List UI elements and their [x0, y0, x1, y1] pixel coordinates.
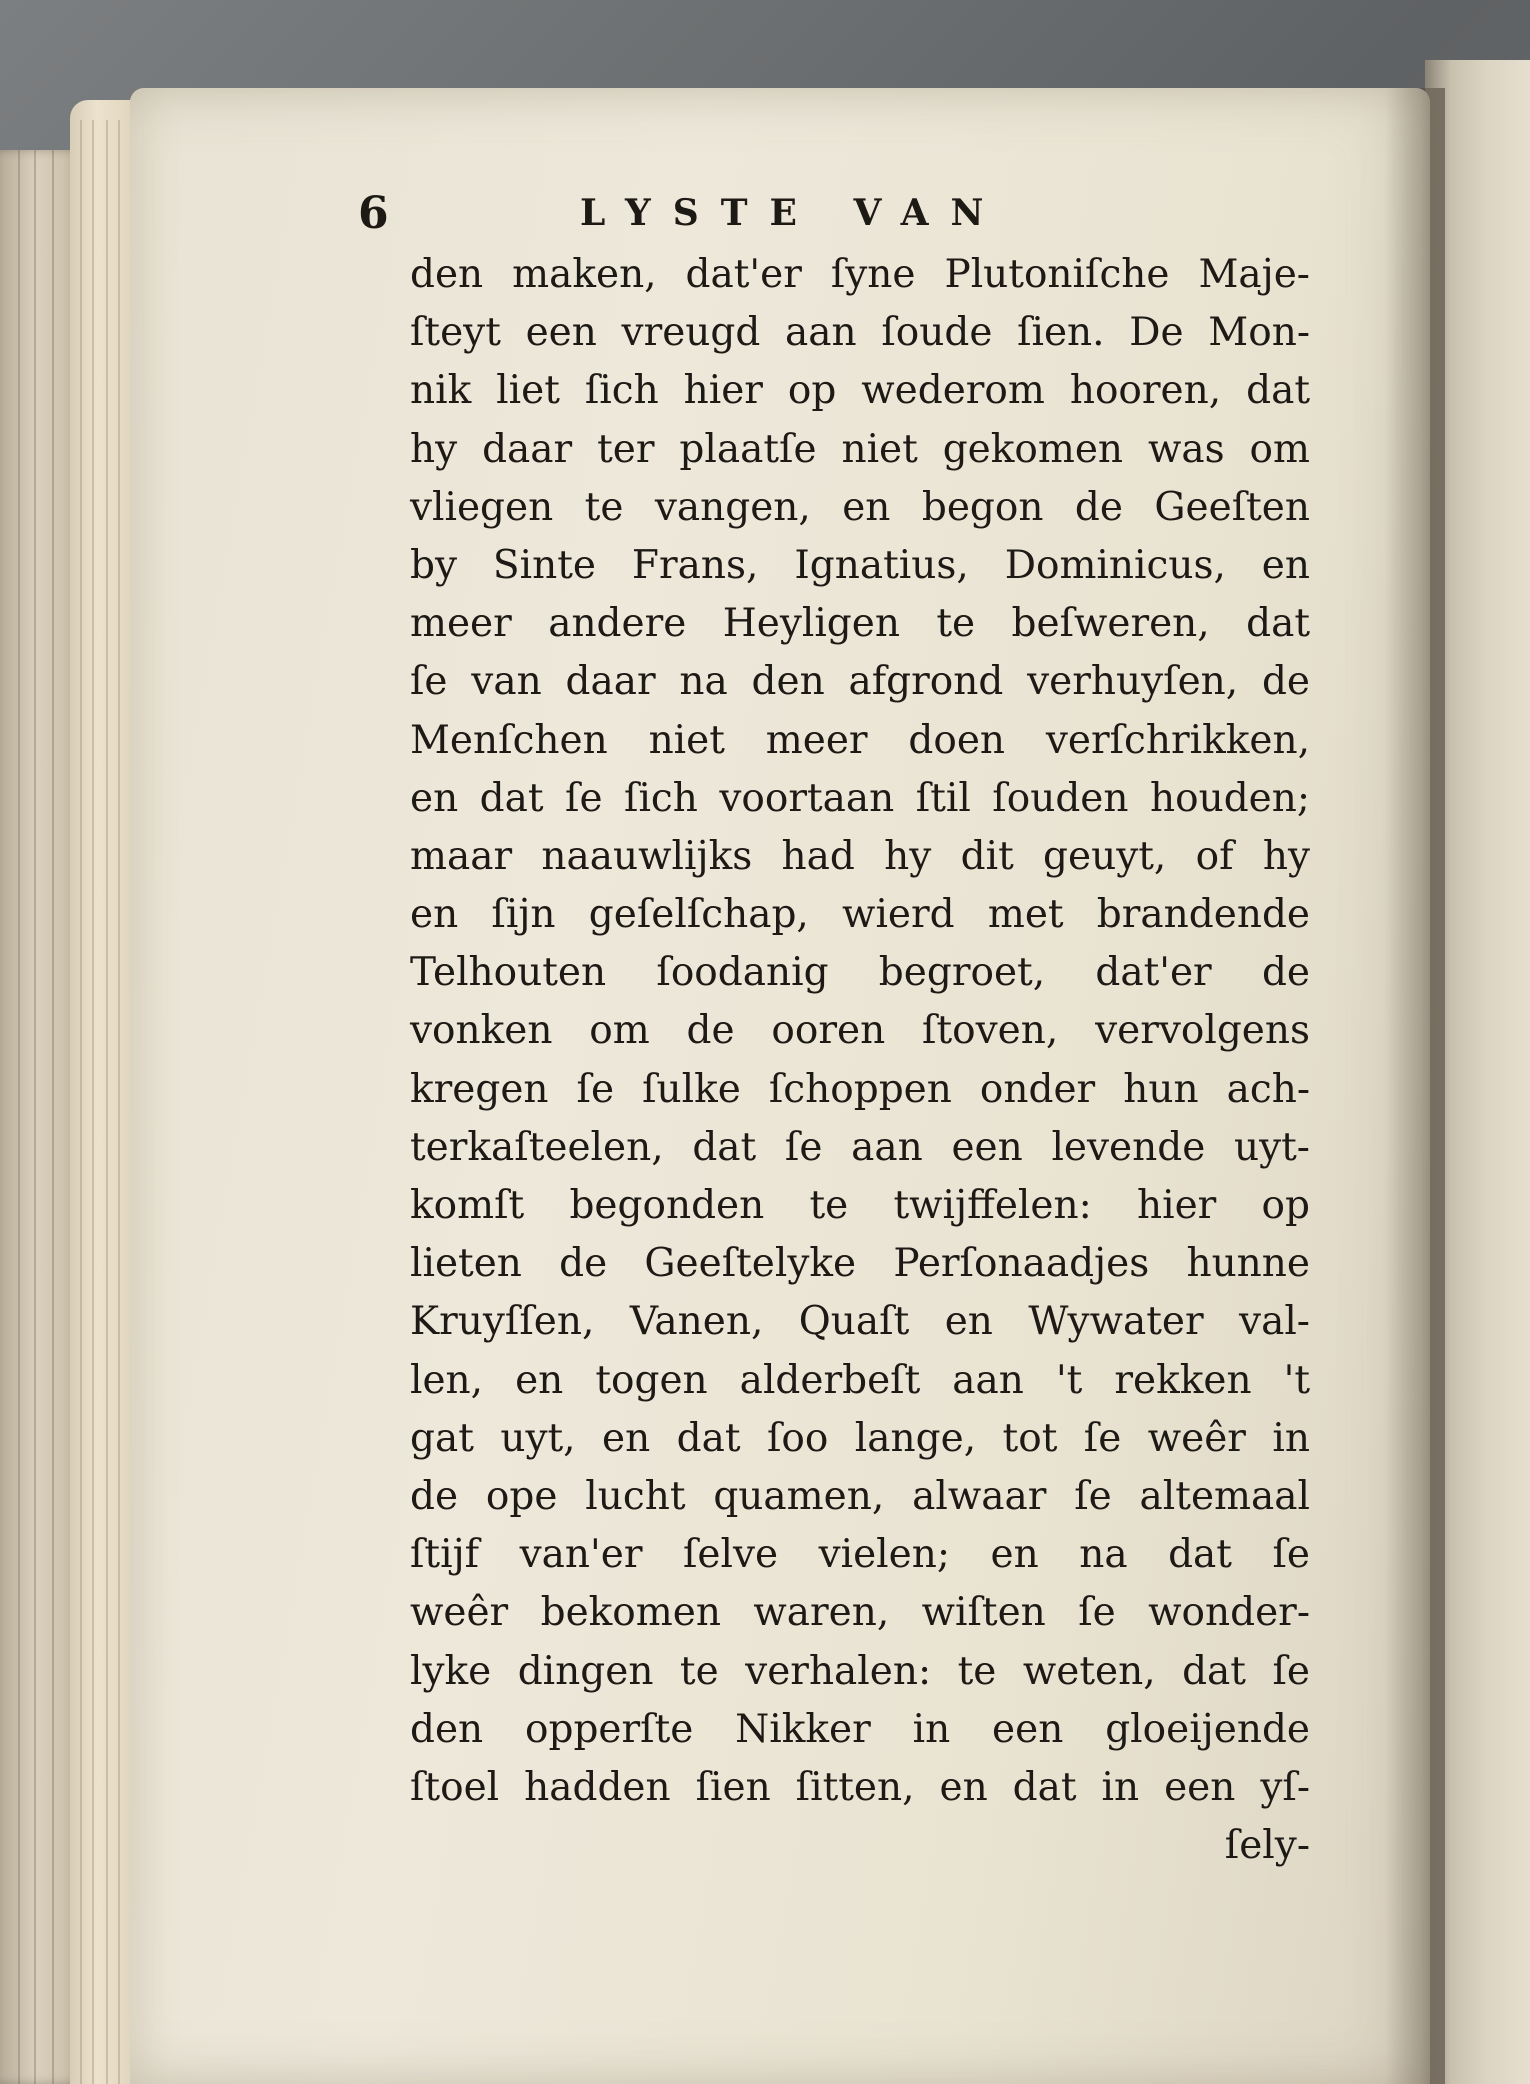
text-line: ſteyt een vreugd aan ſoude ſien. De Mon-: [410, 310, 1310, 356]
text-line: maar naauwlijks had hy dit geuyt, of hy: [410, 833, 1310, 879]
gutter-shadow: [1385, 88, 1445, 2084]
text-line: nik liet ſich hier op wederom hooren, dat: [410, 368, 1310, 414]
text-line: gat uyt, en dat ſoo lange, tot ſe weêr in: [410, 1415, 1310, 1461]
text-line: en dat ſe ſich voortaan ſtil ſouden houden;: [410, 775, 1310, 821]
text-line: komſt begonden te twijffelen: hier op: [410, 1183, 1310, 1228]
catchword: ſely-: [1224, 1823, 1310, 1869]
text-line: vonken om de ooren ſtoven, vervolgens: [410, 1008, 1310, 1054]
text-line: len, en togen alderbeſt aan 't rekken 't: [410, 1357, 1310, 1403]
text-line: den opperſte Nikker in een gloeijende: [410, 1706, 1310, 1752]
text-line: en ſijn geſelſchap, wierd met brandende: [410, 892, 1310, 938]
text-line: Menſchen niet meer doen verſchrikken,: [410, 717, 1310, 763]
text-line: lyke dingen te verhalen: te weten, dat ſe: [410, 1648, 1310, 1694]
text-line: terkaſteelen, dat ſe aan een levende uyt-: [410, 1124, 1310, 1170]
text-line: meer andere Heyligen te beſweren, dat: [410, 601, 1310, 647]
text-line: den maken, dat'er ſyne Plutoniſche Maje-: [410, 252, 1310, 297]
text-line: weêr bekomen waren, wiſten ſe wonder-: [410, 1590, 1310, 1636]
text-line: ſtoel hadden ſien ſitten, en dat in een yſ-: [410, 1764, 1310, 1810]
text-line: ſtijf van'er ſelve vielen; en na dat ſe: [410, 1532, 1310, 1578]
text-line: kregen ſe ſulke ſchoppen onder hun ach-: [410, 1066, 1310, 1112]
text-line: hy daar ter plaatſe niet gekomen was om: [410, 426, 1310, 472]
text-line: Telhouten ſoodanig begroet, dat'er de: [410, 950, 1310, 996]
text-line: lieten de Geeſtelyke Perſonaadjes hunne: [410, 1241, 1310, 1287]
text-line: ſe van daar na den afgrond verhuyſen, de: [410, 659, 1310, 705]
running-head: LYSTE VAN: [580, 192, 1006, 234]
page-header: [358, 188, 1310, 246]
page-number: 6: [358, 188, 389, 239]
text-line: Kruyſſen, Vanen, Quaſt en Wywater val-: [410, 1299, 1310, 1345]
text-line: vliegen te vangen, en begon de Geeſten: [410, 484, 1310, 530]
page-text: [358, 188, 1310, 1875]
text-line: by Sinte Frans, Ignatius, Dominicus, en: [410, 542, 1310, 588]
text-line: de ope lucht quamen, alwaar ſe altemaal: [410, 1473, 1310, 1519]
